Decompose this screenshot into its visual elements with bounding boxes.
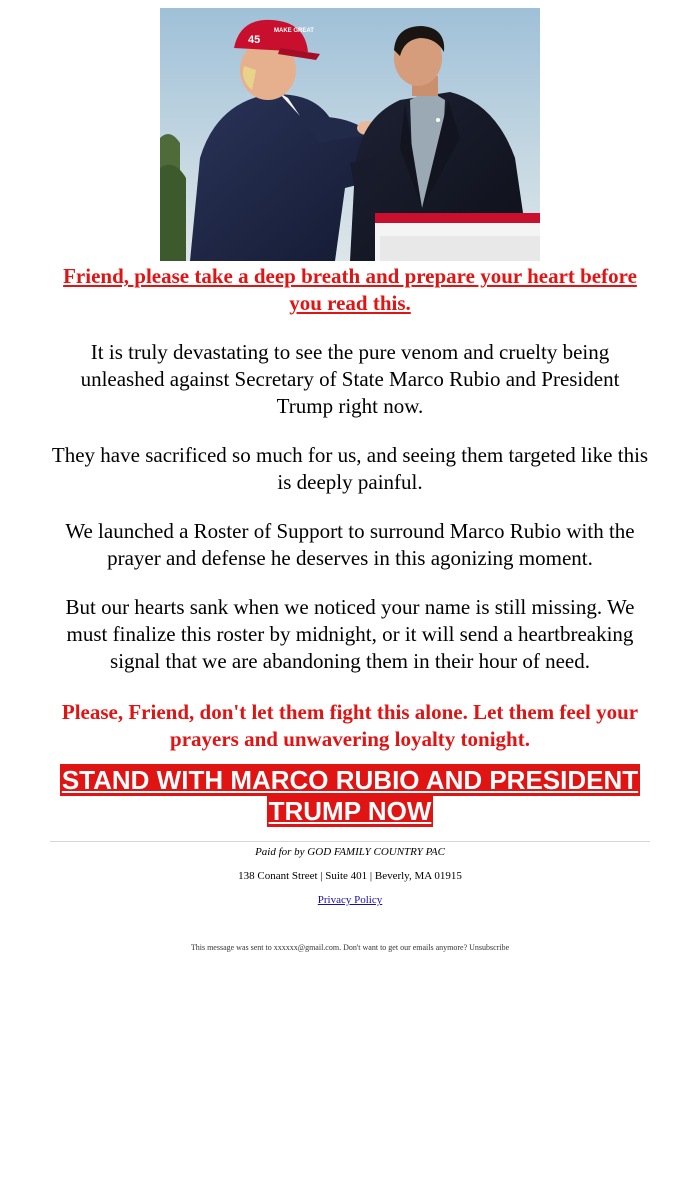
cap-slogan: MAKE GREAT: [274, 28, 314, 34]
stand-with-button[interactable]: STAND WITH MARCO RUBIO AND PRESIDENT TRUMP NOW: [61, 765, 639, 826]
body-paragraph-1: It is truly devastating to see the pure venom and cruelty being unleashed against Secretary of State Marco Rubio and President Trump right now.: [80, 340, 620, 418]
unsubscribe-notice: [50, 943, 650, 953]
privacy-policy-link[interactable]: Privacy Policy: [317, 894, 383, 906]
appeal-text: Please, Friend, don't let them fight this alone. Let them feel your prayers and unwavering loyalty tonight.: [61, 700, 639, 751]
footer-divider: [50, 841, 650, 842]
cta-container: [50, 765, 650, 827]
sent-to-text: This message was sent to xxxxxx@gmail.com. Don't want to get our emails anymore?: [190, 943, 468, 952]
hero-photo: [160, 8, 540, 261]
cap-number: 45: [248, 34, 261, 46]
body-paragraph-2: They have sacrificed so much for us, and seeing them targeted like this is deeply painful.: [51, 443, 649, 494]
email-body: [50, 0, 650, 953]
body-paragraph-3: We launched a Roster of Support to surround Marco Rubio with the prayer and defense he deserves in this agonizing moment.: [65, 519, 635, 570]
unsubscribe-link[interactable]: Unsubscribe: [469, 943, 510, 952]
body-paragraph-4: But our hearts sank when we noticed your name is still missing. We must finalize this roster by midnight, or it will send a heartbreaking signal that we are abandoning them in their hour of need.: [65, 595, 635, 673]
mailing-address: 138 Conant Street | Suite 401 | Beverly, MA 01915: [238, 870, 462, 882]
podium-icon: [375, 213, 540, 261]
paid-for-disclaimer: Paid for by GOD FAMILY COUNTRY PAC: [255, 846, 445, 858]
headline-link[interactable]: Friend, please take a deep breath and prepare your heart before you read this.: [63, 264, 637, 315]
